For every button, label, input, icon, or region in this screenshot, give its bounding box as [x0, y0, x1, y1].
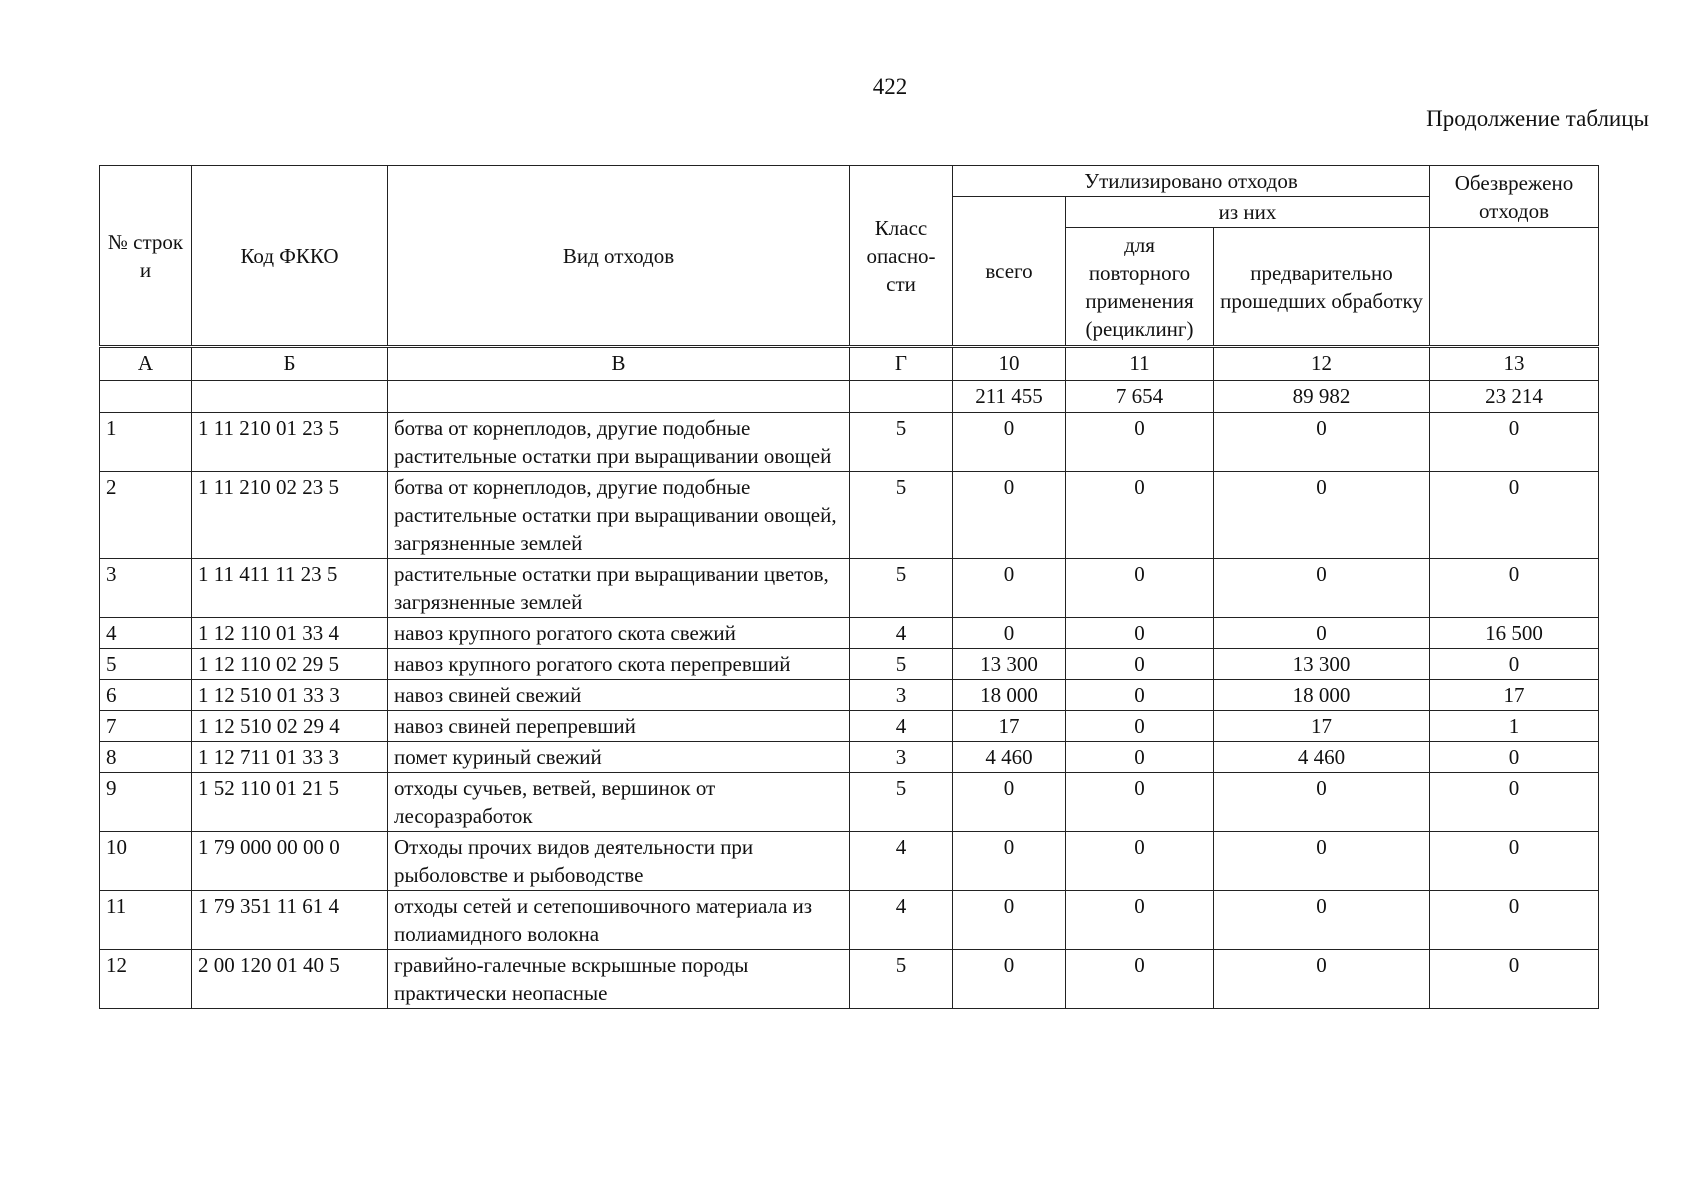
hazard-class-cell: 5: [850, 472, 953, 559]
header-utilized: Утилизировано отходов: [953, 166, 1430, 197]
neutralized-cell: 16 500: [1430, 618, 1599, 649]
hazard-class-cell: 5: [850, 413, 953, 472]
fkko-code-cell: 1 11 411 11 23 5: [192, 559, 388, 618]
totals-total: 211 455: [953, 381, 1066, 413]
totals-empty-cell: [100, 381, 192, 413]
waste-table: [99, 165, 1599, 1009]
pretreated-cell: 0: [1214, 832, 1430, 891]
fkko-code-cell: 1 12 110 01 33 4: [192, 618, 388, 649]
table-row: [100, 472, 1599, 559]
waste-type-cell: отходы сетей и сетепошивочного материала из полиамидного волокна: [388, 891, 850, 950]
utilized-total-cell: 0: [953, 618, 1066, 649]
reuse-cell: 0: [1066, 950, 1214, 1009]
table-row: [100, 950, 1599, 1009]
waste-type-cell: Отходы прочих видов деятельности при рыболовстве и рыбоводстве: [388, 832, 850, 891]
pretreated-cell: 0: [1214, 891, 1430, 950]
reuse-cell: 0: [1066, 559, 1214, 618]
column-letter: 13: [1430, 347, 1599, 381]
column-letter: А: [100, 347, 192, 381]
pretreated-cell: 13 300: [1214, 649, 1430, 680]
table-body: [100, 381, 1599, 1009]
totals-reuse: 7 654: [1066, 381, 1214, 413]
hazard-class-cell: 5: [850, 559, 953, 618]
row-number-cell: 4: [100, 618, 192, 649]
utilized-total-cell: 0: [953, 891, 1066, 950]
totals-empty-cell: [192, 381, 388, 413]
fkko-code-cell: 1 12 110 02 29 5: [192, 649, 388, 680]
utilized-total-cell: 13 300: [953, 649, 1066, 680]
waste-type-cell: ботва от корнеплодов, другие подобные растительные остатки при выращивании овощей: [388, 413, 850, 472]
totals-neutralized: 23 214: [1430, 381, 1599, 413]
column-letter: Г: [850, 347, 953, 381]
waste-type-cell: помет куриный свежий: [388, 742, 850, 773]
fkko-code-cell: 1 12 510 02 29 4: [192, 711, 388, 742]
utilized-total-cell: 17: [953, 711, 1066, 742]
header-of-which: из них: [1066, 197, 1430, 228]
totals-empty-cell: [388, 381, 850, 413]
header-row-number: № строк и: [100, 166, 192, 347]
neutralized-cell: 0: [1430, 891, 1599, 950]
hazard-class-cell: 3: [850, 742, 953, 773]
reuse-cell: 0: [1066, 413, 1214, 472]
neutralized-cell: 0: [1430, 472, 1599, 559]
table-continuation-label: Продолжение таблицы: [1426, 106, 1649, 131]
column-letter: 10: [953, 347, 1066, 381]
reuse-cell: 0: [1066, 649, 1214, 680]
header-pretreated: предварительно прошедших обработку: [1214, 228, 1430, 347]
neutralized-cell: 0: [1430, 413, 1599, 472]
table-row: [100, 742, 1599, 773]
totals-row: [100, 381, 1599, 413]
utilized-total-cell: 0: [953, 950, 1066, 1009]
table-row: [100, 832, 1599, 891]
waste-type-cell: навоз крупного рогатого скота свежий: [388, 618, 850, 649]
waste-type-cell: навоз крупного рогатого скота перепревший: [388, 649, 850, 680]
column-letter: Б: [192, 347, 388, 381]
row-number-cell: 1: [100, 413, 192, 472]
row-number-cell: 2: [100, 472, 192, 559]
fkko-code-cell: 1 79 351 11 61 4: [192, 891, 388, 950]
header-fkko-code: Код ФККО: [192, 166, 388, 347]
hazard-class-cell: 4: [850, 618, 953, 649]
column-letter: 12: [1214, 347, 1430, 381]
column-letters-row: [100, 347, 1599, 381]
column-letter: В: [388, 347, 850, 381]
totals-pretreated: 89 982: [1214, 381, 1430, 413]
table-row: [100, 680, 1599, 711]
neutralized-cell: 0: [1430, 649, 1599, 680]
fkko-code-cell: 1 52 110 01 21 5: [192, 773, 388, 832]
neutralized-cell: 1: [1430, 711, 1599, 742]
page-number: 422: [872, 74, 908, 99]
reuse-cell: 0: [1066, 832, 1214, 891]
fkko-code-cell: 1 11 210 01 23 5: [192, 413, 388, 472]
column-letter: 11: [1066, 347, 1214, 381]
utilized-total-cell: 4 460: [953, 742, 1066, 773]
reuse-cell: 0: [1066, 773, 1214, 832]
reuse-cell: 0: [1066, 891, 1214, 950]
neutralized-cell: 17: [1430, 680, 1599, 711]
row-number-cell: 8: [100, 742, 192, 773]
pretreated-cell: 18 000: [1214, 680, 1430, 711]
pretreated-cell: 0: [1214, 773, 1430, 832]
reuse-cell: 0: [1066, 742, 1214, 773]
header-neutralized: Обезврежено отходов: [1430, 166, 1599, 228]
row-number-cell: 3: [100, 559, 192, 618]
reuse-cell: 0: [1066, 711, 1214, 742]
pretreated-cell: 0: [1214, 472, 1430, 559]
hazard-class-cell: 5: [850, 950, 953, 1009]
header-reuse: для повторного применения (рециклинг): [1066, 228, 1214, 347]
header-neutralized-empty: [1430, 228, 1599, 347]
utilized-total-cell: 0: [953, 832, 1066, 891]
hazard-class-cell: 5: [850, 649, 953, 680]
utilized-total-cell: 0: [953, 472, 1066, 559]
totals-empty-cell: [850, 381, 953, 413]
hazard-class-cell: 4: [850, 832, 953, 891]
table-header: [100, 166, 1599, 381]
row-number-cell: 9: [100, 773, 192, 832]
pretreated-cell: 0: [1214, 413, 1430, 472]
reuse-cell: 0: [1066, 680, 1214, 711]
fkko-code-cell: 2 00 120 01 40 5: [192, 950, 388, 1009]
utilized-total-cell: 0: [953, 773, 1066, 832]
row-number-cell: 7: [100, 711, 192, 742]
hazard-class-cell: 5: [850, 773, 953, 832]
hazard-class-cell: 4: [850, 711, 953, 742]
reuse-cell: 0: [1066, 618, 1214, 649]
fkko-code-cell: 1 12 711 01 33 3: [192, 742, 388, 773]
utilized-total-cell: 18 000: [953, 680, 1066, 711]
row-number-cell: 6: [100, 680, 192, 711]
pretreated-cell: 0: [1214, 559, 1430, 618]
pretreated-cell: 4 460: [1214, 742, 1430, 773]
fkko-code-cell: 1 79 000 00 00 0: [192, 832, 388, 891]
hazard-class-cell: 3: [850, 680, 953, 711]
header-hazard-class: Класс опасно-сти: [850, 166, 953, 347]
waste-type-cell: гравийно-галечные вскрышные породы практически неопасные: [388, 950, 850, 1009]
pretreated-cell: 0: [1214, 950, 1430, 1009]
row-number-cell: 5: [100, 649, 192, 680]
utilized-total-cell: 0: [953, 413, 1066, 472]
header-total: всего: [953, 197, 1066, 347]
fkko-code-cell: 1 12 510 01 33 3: [192, 680, 388, 711]
pretreated-cell: 17: [1214, 711, 1430, 742]
row-number-cell: 10: [100, 832, 192, 891]
waste-type-cell: ботва от корнеплодов, другие подобные растительные остатки при выращивании овощей, загрязненные землей: [388, 472, 850, 559]
table-row: [100, 618, 1599, 649]
row-number-cell: 12: [100, 950, 192, 1009]
table-row: [100, 413, 1599, 472]
waste-type-cell: навоз свиней свежий: [388, 680, 850, 711]
utilized-total-cell: 0: [953, 559, 1066, 618]
waste-type-cell: навоз свиней перепревший: [388, 711, 850, 742]
waste-type-cell: отходы сучьев, ветвей, вершинок от лесоразработок: [388, 773, 850, 832]
header-waste-type: Вид отходов: [388, 166, 850, 347]
waste-type-cell: растительные остатки при выращивании цветов, загрязненные землей: [388, 559, 850, 618]
table-row: [100, 559, 1599, 618]
neutralized-cell: 0: [1430, 832, 1599, 891]
hazard-class-cell: 4: [850, 891, 953, 950]
pretreated-cell: 0: [1214, 618, 1430, 649]
neutralized-cell: 0: [1430, 742, 1599, 773]
neutralized-cell: 0: [1430, 950, 1599, 1009]
table-row: [100, 773, 1599, 832]
table-row: [100, 649, 1599, 680]
table-row: [100, 891, 1599, 950]
neutralized-cell: 0: [1430, 559, 1599, 618]
neutralized-cell: 0: [1430, 773, 1599, 832]
reuse-cell: 0: [1066, 472, 1214, 559]
row-number-cell: 11: [100, 891, 192, 950]
fkko-code-cell: 1 11 210 02 23 5: [192, 472, 388, 559]
table-row: [100, 711, 1599, 742]
